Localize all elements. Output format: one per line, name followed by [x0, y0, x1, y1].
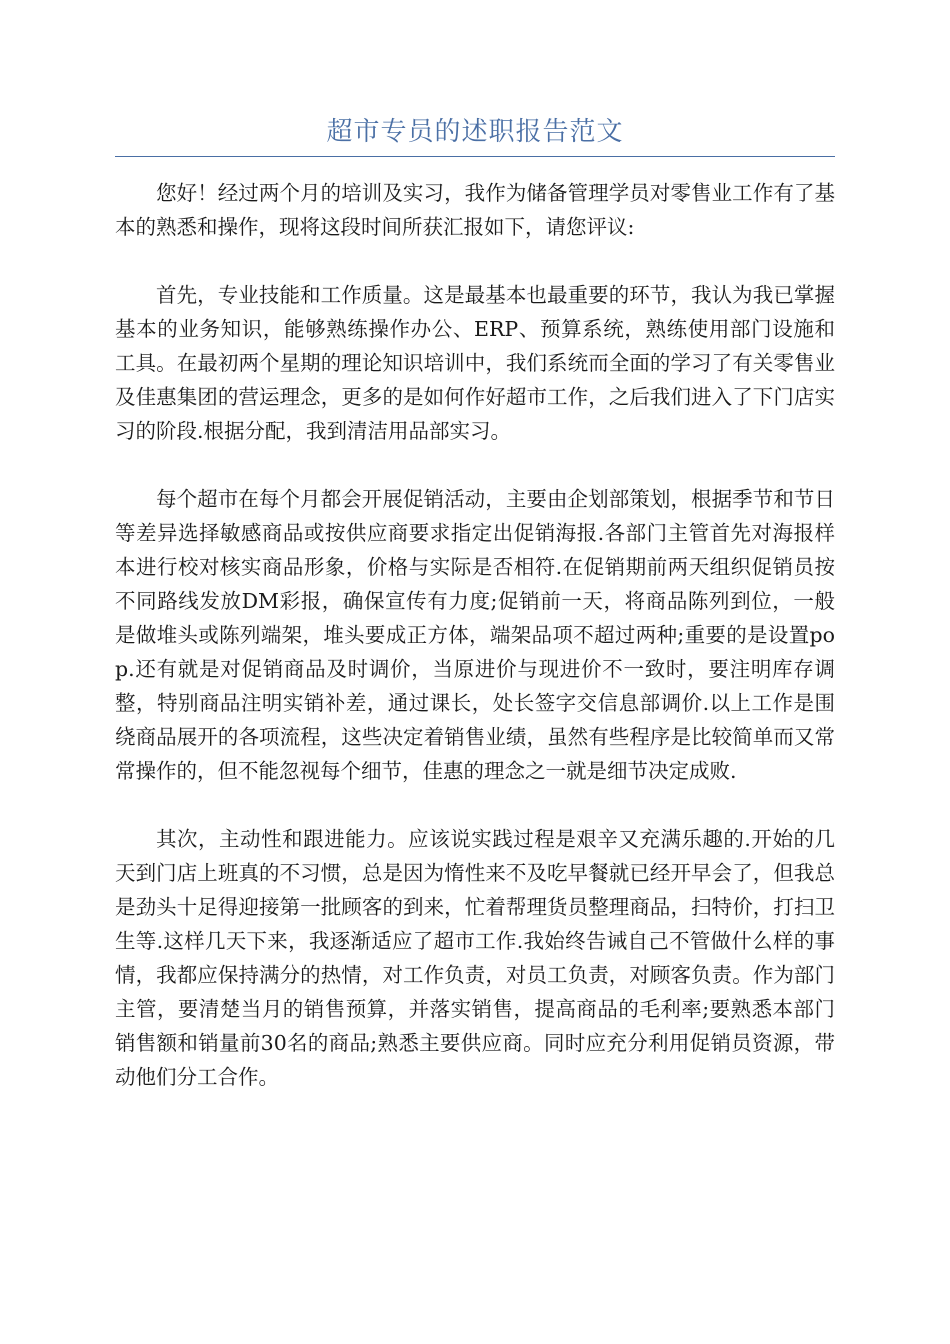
- paragraph-promotions: 每个超市在每个月都会开展促销活动，主要由企划部策划，根据季节和节日等差异选择敏感商品或按供应商要求指定出促销海报.各部门主管首先对海报样本进行校对核实商品形象，价格与实际是否相符.在促销期前两天组织促销员按不同路线发放DM彩报，确保宣传有力度;促销前一天，将商品陈列到位，一般是做堆头或陈列端架，堆头要成正方体，端架品项不超过两种;重要的是设置pop.还有就是对促销商品及时调价，当原进价与现进价不一致时，要注明库存调整，特别商品注明实销补差，通过课长，处长签字交信息部调价.以上工作是围绕商品展开的各项流程，这些决定着销售业绩，虽然有些程序是比较简单而又常常操作的，但不能忽视每个细节，佳惠的理念之一就是细节决定成败.: [115, 487, 835, 783]
- document-title: 超市专员的述职报告范文: [326, 117, 624, 147]
- document-body: [115, 176, 835, 1128]
- paragraph-skills: 首先，专业技能和工作质量。这是最基本也最重要的环节，我认为我已掌握基本的业务知识，能够熟练操作办公、ERP、预算系统，熟练使用部门设施和工具。在最初两个星期的理论知识培训中，我们系统而全面的学习了有关零售业及佳惠集团的营运理念，更多的是如何作好超市工作，之后我们进入了下门店实习的阶段.根据分配，我到清洁用品部实习。: [115, 283, 835, 443]
- title-block: [115, 112, 835, 157]
- paragraph-initiative: 其次，主动性和跟进能力。应该说实践过程是艰辛又充满乐趣的.开始的几天到门店上班真的不习惯，总是因为惰性来不及吃早餐就已经开早会了，但我总是劲头十足得迎接第一批顾客的到来，忙着帮理货员整理商品，扫特价，打扫卫生等.这样几天下来，我逐渐适应了超市工作.我始终告诫自己不管做什么样的事情，我都应保持满分的热情，对工作负责，对员工负责，对顾客负责。作为部门主管，要清楚当月的销售预算，并落实销售，提高商品的毛利率;要熟悉本部门销售额和销量前30名的商品;熟悉主要供应商。同时应充分利用促销员资源，带动他们分工合作。: [115, 827, 835, 1089]
- paragraph-greeting: 您好！经过两个月的培训及实习，我作为储备管理学员对零售业工作有了基本的熟悉和操作，现将这段时间所获汇报如下，请您评议:: [115, 181, 835, 239]
